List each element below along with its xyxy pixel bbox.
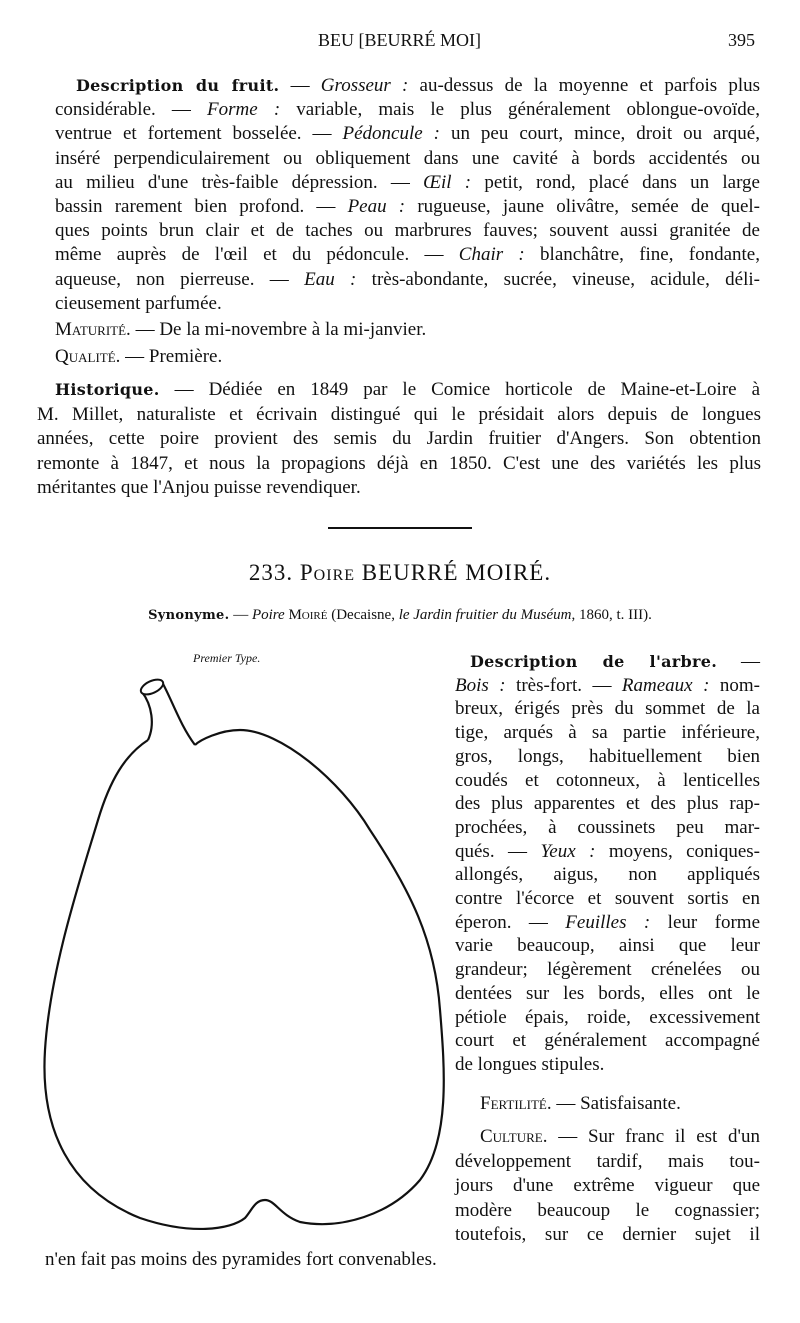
- text-run: un peu court, mince, droit ou arqué,: [439, 123, 760, 145]
- text-run: Qualité.: [55, 346, 121, 367]
- text-run: au-dessus de la moyenne et parfois plus: [408, 75, 760, 96]
- tree-description-line: [455, 1006, 760, 1030]
- text-run: pétiole épais, roide, excessivement: [455, 1006, 760, 1028]
- text-run: éperon. —: [455, 911, 566, 933]
- text-run: nom-: [709, 674, 760, 696]
- text-run: —: [717, 651, 760, 672]
- entry-number: 233.: [248, 560, 294, 585]
- text-run: — Première.: [120, 346, 223, 367]
- culture-line: [480, 1125, 760, 1149]
- text-run: au milieu d'une très-faible dépression. —: [55, 171, 424, 193]
- text-run: contre l'écorce et souvent sortis en: [455, 888, 760, 909]
- text-run: varie beaucoup, ainsi que leur: [455, 935, 760, 957]
- text-run: leur forme: [650, 911, 760, 933]
- entry-name: BEURRÉ MOIRÉ.: [361, 560, 552, 585]
- text-run: qués. —: [455, 840, 541, 862]
- text-run: Historique.: [55, 380, 160, 399]
- text-run: Maturité.: [55, 319, 131, 340]
- tree-description-line: [455, 792, 760, 816]
- tree-description-line: [455, 863, 760, 887]
- text-run: —: [279, 75, 321, 96]
- text-run: Eau :: [304, 268, 357, 290]
- culture-line: [45, 1248, 437, 1272]
- synonym-run: —: [229, 607, 252, 623]
- text-run: ques points brun clair et de taches ou marbrures fauves; souvent aussi granitée de: [55, 220, 760, 242]
- fruit-description-line: [55, 292, 760, 316]
- history-line: [37, 427, 761, 451]
- fruit-description-line: [55, 243, 760, 267]
- text-run: même auprès de l'œil et du pédoncule. —: [55, 244, 459, 266]
- tree-description-line: [455, 911, 760, 935]
- tree-description-line: [455, 958, 760, 982]
- text-run: — De la mi-novembre à la mi-janvier.: [130, 319, 427, 340]
- text-run: M. Millet, naturaliste et écrivain distingué qui le présidait alors depuis de longues: [37, 403, 761, 425]
- text-run: Forme :: [207, 99, 281, 121]
- fruit-description-line: [76, 74, 760, 98]
- fruit-description-line: [55, 98, 760, 122]
- tree-description-line: [455, 674, 760, 698]
- text-run: inséré perpendiculairement ou obliquement dans une cavité à bords accidentés ou: [55, 147, 760, 169]
- text-run: allongés, aigus, non appliqués: [455, 864, 760, 886]
- tree-description-line: [455, 745, 760, 769]
- text-run: modère beaucoup le cognassier;: [455, 1199, 760, 1221]
- text-run: rugueuse, jaune olivâtre, semée de quel-: [405, 196, 760, 217]
- history-line: [37, 476, 761, 500]
- text-run: Rameaux :: [621, 674, 710, 696]
- text-run: très-abondante, sucrée, vineuse, acidule, déli-: [356, 268, 760, 290]
- text-run: aqueuse, non pierreuse. —: [55, 268, 305, 290]
- synonym-run: (Decaisne,: [327, 607, 399, 623]
- quality-line: [55, 345, 222, 369]
- text-run: bassin rarement bien profond. —: [55, 196, 348, 217]
- text-run: Description de l'arbre.: [470, 652, 718, 671]
- text-run: Feuilles :: [565, 911, 651, 933]
- text-run: Culture.: [480, 1126, 548, 1147]
- running-head: BEU [BEURRÉ MOI]: [318, 30, 481, 50]
- text-run: gros, longs, habituellement bien: [455, 745, 760, 767]
- tree-description-line: [455, 887, 760, 911]
- text-run: coudés et cotonneux, à lenticelles: [455, 769, 760, 791]
- synonym-run: le Jardin fruitier du Muséum: [398, 607, 572, 623]
- text-run: moyens, coniques-: [595, 840, 760, 862]
- pear-outline: [44, 730, 443, 1229]
- tree-description-line: [455, 1053, 760, 1077]
- tree-description-line: [455, 697, 760, 721]
- culture-line: [455, 1199, 760, 1223]
- text-run: Chair :: [458, 244, 525, 266]
- section-divider: [328, 527, 472, 529]
- text-run: Grosseur :: [320, 75, 409, 96]
- text-run: toutefois, sur ce dernier sujet il: [455, 1224, 760, 1245]
- text-run: — Sur franc il est d'un: [547, 1126, 760, 1147]
- culture-line: [455, 1150, 760, 1174]
- synonym-run: Synonyme.: [148, 608, 230, 623]
- text-run: Description du fruit.: [76, 76, 280, 95]
- history-line: [37, 403, 761, 427]
- tree-description-line: [470, 650, 760, 674]
- history-line: [37, 452, 761, 476]
- figure-caption: Premier Type.: [193, 651, 261, 665]
- maturity-line: [55, 318, 426, 342]
- tree-description-line: [455, 934, 760, 958]
- entry-poire: Poire: [299, 560, 356, 585]
- synonym-run: , 1860, t. III).: [571, 607, 652, 623]
- text-run: des plus apparentes et des plus rap-: [455, 793, 760, 815]
- tree-description-line: [455, 816, 760, 840]
- fertility-line: [480, 1092, 681, 1116]
- fruit-description-line: [55, 268, 760, 292]
- text-run: jours d'une extrême vigueur que: [455, 1175, 760, 1196]
- text-run: méritantes que l'Anjou puisse revendiquer.: [37, 477, 361, 498]
- text-run: Peau :: [347, 196, 406, 217]
- tree-description-line: [455, 769, 760, 793]
- text-run: grandeur; légèrement crénelées ou: [455, 959, 760, 981]
- fruit-description-line: [55, 147, 760, 171]
- text-run: court et généralement accompagné: [455, 1030, 760, 1052]
- text-run: remonte à 1847, et nous la propagions déjà en 1850. C'est une des variétés les plus: [37, 452, 761, 474]
- fruit-description-line: [55, 219, 760, 243]
- text-run: breux, érigés près du sommet de la: [455, 698, 760, 720]
- text-run: développement tardif, mais tou-: [455, 1150, 760, 1172]
- culture-line: [455, 1223, 760, 1247]
- text-run: très-fort. —: [505, 674, 622, 696]
- synonym-line: [0, 607, 800, 624]
- history-line: [55, 378, 760, 402]
- tree-description-line: [455, 721, 760, 745]
- text-run: Fertilité.: [480, 1093, 552, 1114]
- fruit-description-line: [55, 122, 760, 146]
- text-run: Bois :: [455, 674, 506, 696]
- page-number: 395: [728, 30, 755, 50]
- tree-description-line: [455, 1029, 760, 1053]
- text-run: cieusement parfumée.: [55, 292, 222, 314]
- tree-description-line: [455, 840, 760, 864]
- text-run: — Satisfaisante.: [551, 1093, 681, 1114]
- text-run: années, cette poire provient des semis du Jardin fruitier d'Angers. Son obtention: [37, 428, 761, 449]
- entry-title: [0, 560, 800, 586]
- text-run: n'en fait pas moins des pyramides fort convenables.: [45, 1248, 437, 1270]
- text-run: considérable. —: [55, 99, 208, 121]
- fruit-description-line: [55, 195, 760, 219]
- text-run: petit, rond, placé dans un large: [471, 171, 760, 193]
- text-run: Pédoncule :: [342, 123, 440, 145]
- text-run: prochées, à coussinets peu mar-: [455, 816, 760, 838]
- text-run: Œil :: [423, 171, 472, 193]
- text-run: de longues stipules.: [455, 1053, 605, 1075]
- text-run: variable, mais le plus généralement oblongue-ovoïde,: [280, 99, 760, 121]
- text-run: dentées sur les bords, elles ont le: [455, 982, 760, 1004]
- culture-line: [455, 1174, 760, 1198]
- text-run: blanchâtre, fine, fondante,: [524, 244, 760, 266]
- pear-illustration: [30, 670, 450, 1250]
- text-run: Yeux :: [540, 840, 596, 862]
- synonym-run: Poire: [251, 607, 285, 623]
- text-run: ventrue et fortement bosselée. —: [55, 123, 343, 145]
- fruit-description-line: [55, 171, 760, 195]
- text-run: tige, arqués à sa partie inférieure,: [455, 722, 760, 744]
- text-run: — Dédiée en 1849 par le Comice horticole de Maine-et-Loire à: [159, 379, 760, 400]
- synonym-run: Moiré: [284, 607, 328, 623]
- tree-description-line: [455, 982, 760, 1006]
